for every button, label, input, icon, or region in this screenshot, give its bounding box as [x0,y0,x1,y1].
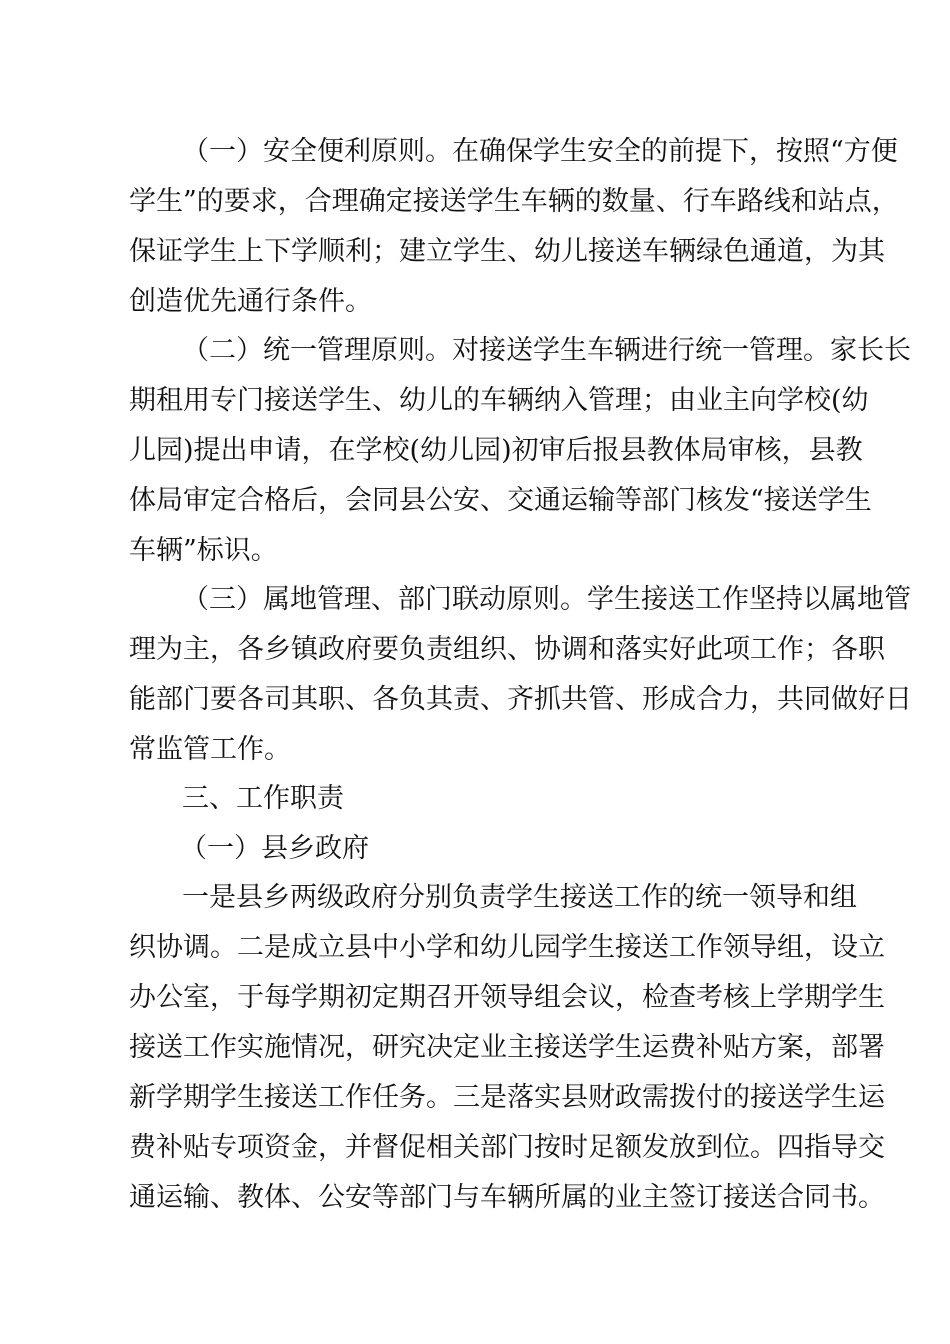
paragraph-3-line-1: （三）属地管理、部门联动原则。学生接送工作坚持以属地管 [182,584,911,615]
paragraph-1-line-2: 学生”的要求，合理确定接送学生车辆的数量、行车路线和站点， [129,186,899,217]
paragraph-2-line-1: （二）统一管理原则。对接送学生车辆进行统一管理。家长长 [182,335,911,366]
paragraph-4-line-5: 新学期学生接送工作任务。三是落实县财政需拨付的接送学生运 [129,1082,885,1113]
paragraph-1-line-3: 保证学生上下学顺利；建立学生、幼儿接送车辆绿色通道，为其 [129,236,885,267]
paragraph-4-line-2: 织协调。二是成立县中小学和幼儿园学生接送工作领导组，设立 [129,932,885,963]
paragraph-4-line-4: 接送工作实施情况，研究决定业主接送学生运费补贴方案，部署 [129,1032,885,1063]
paragraph-3-line-3: 能部门要各司其职、各负其责、齐抓共管、形成合力，共同做好日 [129,684,912,715]
paragraph-4-line-3: 办公室，于每学期初定期召开领导组会议，检查考核上学期学生 [129,982,885,1013]
paragraph-2-line-2: 期租用专门接送学生、幼儿的车辆纳入管理；由业主向学校(幼 [129,385,869,416]
section-heading: 三、工作职责 [182,783,344,814]
paragraph-2-line-3: 儿园)提出申请，在学校(幼儿园)初审后报县教体局审核，县教 [129,435,863,466]
paragraph-4-line-6: 费补贴专项资金，并督促相关部门按时足额发放到位。四指导交 [129,1132,885,1163]
paragraph-4-line-7: 通运输、教体、公安等部门与车辆所属的业主签订接送合同书。 [129,1182,885,1213]
paragraph-4-line-1: 一是县乡两级政府分别负责学生接送工作的统一领导和组 [182,882,857,913]
paragraph-2-line-5: 车辆”标识。 [129,535,278,566]
paragraph-1-line-4: 创造优先通行条件。 [129,286,372,317]
paragraph-2-line-4: 体局审定合格后，会同县公安、交通运输等部门核发“接送学生 [129,485,872,516]
subsection-heading: （一）县乡政府 [180,833,369,864]
paragraph-1-line-1: （一）安全便利原则。在确保学生安全的前提下，按照“方便 [182,136,898,167]
paragraph-3-line-4: 常监管工作。 [129,734,291,765]
paragraph-3-line-2: 理为主，各乡镇政府要负责组织、协调和落实好此项工作；各职 [129,634,885,665]
